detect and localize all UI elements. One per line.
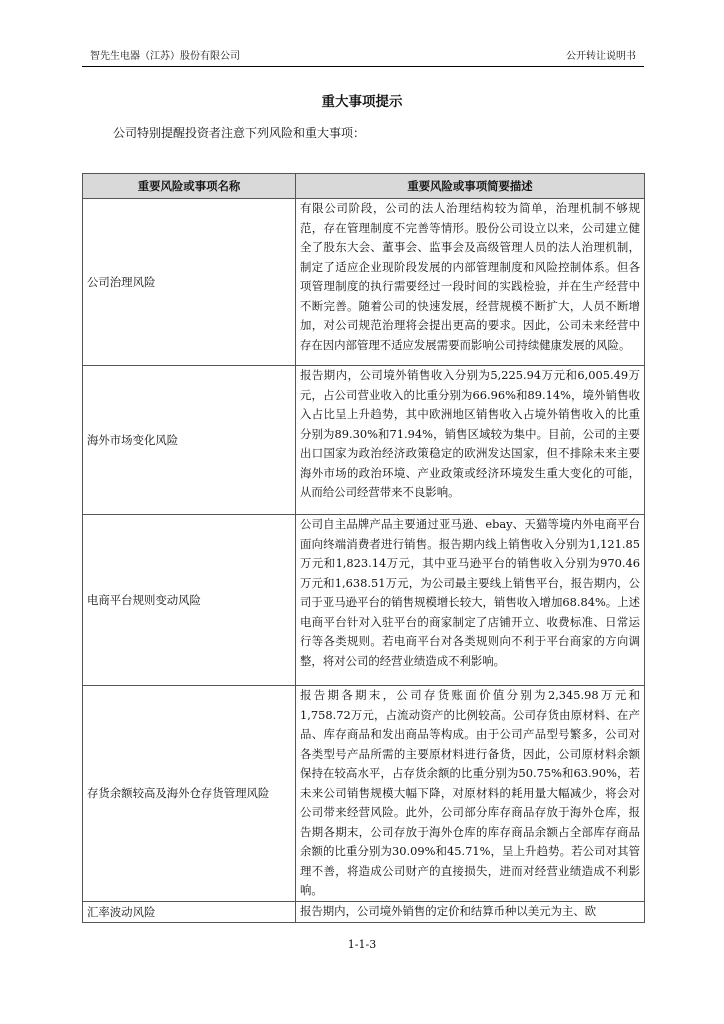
column-header-description: 重要风险或事项简要描述 — [296, 174, 645, 199]
table-row — [83, 901, 645, 922]
column-header-name: 重要风险或事项名称 — [83, 174, 296, 199]
table-row — [83, 515, 645, 686]
table-row — [83, 199, 645, 366]
risk-name-overseas-market: 海外市场变化风险 — [83, 366, 296, 515]
risk-table — [82, 173, 645, 923]
page-header — [82, 50, 644, 67]
risk-description-exchange-rate: 报告期内，公司境外销售的定价和结算币种以美元为主、欧 — [296, 901, 645, 922]
section-title: 重大事项提示 — [321, 94, 403, 110]
table-header-row — [83, 174, 645, 199]
table-row — [83, 686, 645, 902]
risk-name-inventory: 存货余额较高及海外仓存货管理风险 — [83, 686, 296, 902]
risk-description-overseas-market: 报告期内，公司境外销售收入分别为5,225.94万元和6,005.49万元，占公司营业收入的比重分别为66.96%和89.14%，境外销售收入占比呈上升趋势，其中欧洲地区销售收入占境外销售收入的比重分别为89.30%和71.94%，销售区域较为集中。目前，公司的主要出口国家为政治经济政策稳定的欧洲发达国家，但不排除未来主要海外市场的政治环境、产业政策或经济环境发生重大变化的可能，从而给公司经营带来不良影响。 — [296, 366, 645, 515]
risk-name-exchange-rate: 汇率波动风险 — [83, 901, 296, 922]
risk-description-ecommerce-platform: 公司自主品牌产品主要通过亚马逊、ebay、天猫等境内外电商平台面向终端消费者进行销售。报告期内线上销售收入分别为1,121.85万元和1,823.14万元，其中亚马逊平台的销售收入分别为970.46万元和1,638.51万元，为公司最主要线上销售平台，报告期内，公司于亚马逊平台的销售规模增长较大，销售收入增加68.84%。上述电商平台针对入驻平台的商家制定了店铺开立、收费标准、日常运行等各类规则。若电商平台对各类规则向不利于平台商家的方向调整，将对公司的经营业绩造成不利影响。 — [296, 515, 645, 686]
risk-description-corporate-governance: 有限公司阶段，公司的法人治理结构较为简单，治理机制不够规范，存在管理制度不完善等情形。股份公司设立以来，公司建立健全了股东大会、董事会、监事会及高级管理人员的法人治理机制，制定了适应企业现阶段发展的内部管理制度和风险控制体系。但各项管理制度的执行需要经过一段时间的实践检验，并在生产经营中不断完善。随着公司的快速发展，经营规模不断扩大，人员不断增加，对公司规范治理将会提出更高的要求。因此，公司未来经营中存在因内部管理不适应发展需要而影响公司持续健康发展的风险。 — [296, 199, 645, 366]
risk-description-inventory: 报告期各期末，公司存货账面价值分别为2,345.98万元和1,758.72万元，占流动资产的比例较高。公司存货由原材料、在产品、库存商品和发出商品等构成。由于公司产品型号繁多，公司对各类型号产品所需的主要原材料进行备货，因此，公司原材料余额保持在较高水平，占存货余额的比重分别为50.75%和63.90%，若未来公司销售规模大幅下降，对原材料的耗用量大幅减少，将会对公司带来经营风险。此外，公司部分库存商品存放于海外仓库，报告期各期末，公司存放于海外仓库的库存商品余额占全部库存商品余额的比重分别为30.09%和45.71%，呈上升趋势。若公司对其管理不善，将造成公司财产的直接损失，进而对经营业绩造成不利影响。 — [296, 686, 645, 902]
intro-paragraph: 公司特别提醒投资者注意下列风险和重大事项： — [113, 126, 366, 140]
risk-name-corporate-governance: 公司治理风险 — [83, 199, 296, 366]
page-number: 1-1-3 — [347, 938, 377, 951]
table-row — [83, 366, 645, 515]
header-document-type: 公开转让说明书 — [566, 51, 636, 62]
header-company-name: 智先生电器（江苏）股份有限公司 — [90, 51, 240, 62]
risk-name-ecommerce-platform: 电商平台规则变动风险 — [83, 515, 296, 686]
